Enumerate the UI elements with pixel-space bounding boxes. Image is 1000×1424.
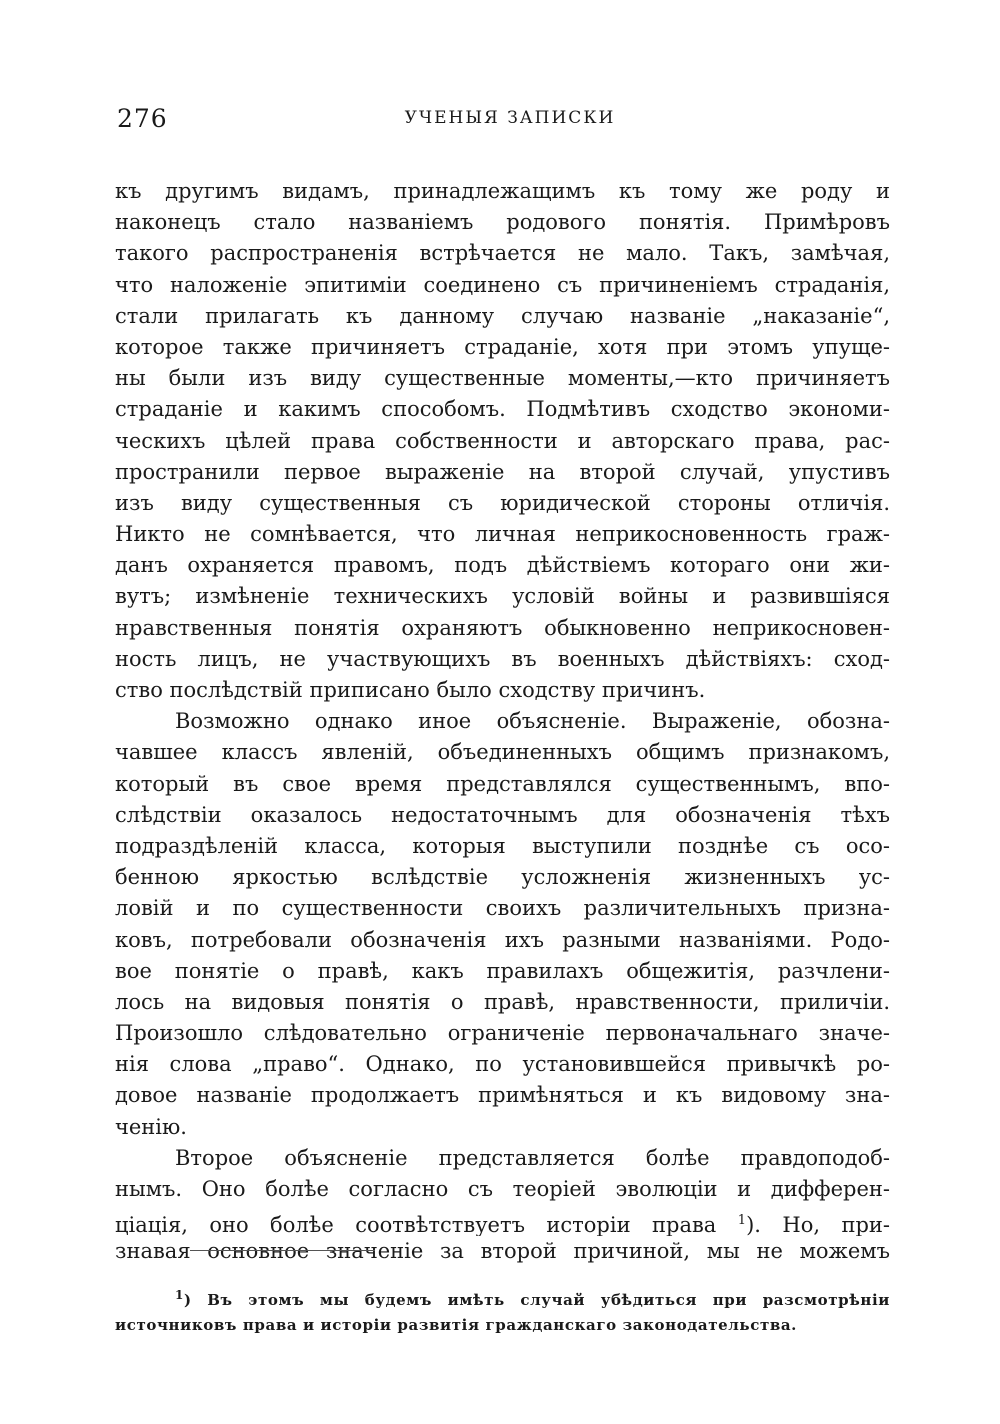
text-line: чавшее классъ явленій, объединенныхъ общимъ признакомъ, (115, 740, 890, 765)
text-line: лось на видовыя понятія о правѣ, нравственности, приличіи. (115, 989, 890, 1014)
footnote-reference[interactable]: 1 (737, 1213, 747, 1229)
text-line: пространили первое выраженіе на второй случай, упустивъ (115, 459, 890, 484)
text-line: довое названіе продолжаетъ примѣняться и къ видовому зна- (115, 1083, 890, 1108)
body-text (115, 176, 890, 1268)
text-line: Второе объясненіе представляется болѣе правдоподоб- (175, 1145, 890, 1170)
text-line: которое также причиняетъ страданіе, хотя при этомъ упуще- (115, 334, 890, 359)
footnote-divider (190, 1250, 375, 1251)
text-line: нравственныя понятія охраняютъ обыкновенно неприкосновен- (115, 615, 890, 640)
text-line: ны были изъ виду существенные моменты,—кто причиняетъ (115, 366, 890, 391)
text-segment: ). Но, при- (746, 1213, 890, 1237)
text-line: ство послѣдствій приписано было сходству причинъ. (115, 678, 706, 702)
text-line: нымъ. Оно болѣе согласно съ теоріей эволюціи и дифферен- (115, 1177, 890, 1201)
text-line: ченію. (115, 1114, 187, 1139)
text-line: Возможно однако иное объясненіе. Выраженіе, обозна- (175, 709, 890, 734)
running-head (0, 108, 1000, 128)
text-line: страданіе и какимъ способомъ. Подмѣтивъ сходство экономи- (115, 397, 890, 422)
footnote-mark: 1 (175, 1288, 184, 1302)
text-line: нія слова „право“. Однако, по установившейся привычкѣ ро- (115, 1052, 890, 1077)
text-segment: ціація, оно болѣе соотвѣтствуетъ исторіи права (115, 1213, 717, 1237)
paragraph-3 (115, 1143, 890, 1268)
text-line: Произошло слѣдовательно ограниченіе первоначальнаго значе- (115, 1021, 890, 1046)
text-line: Никто не сомнѣвается, что личная неприкосновенность граж- (115, 522, 890, 547)
text-line: слѣдствіи оказалось недостаточнымъ для обозначенія тѣхъ (115, 802, 890, 827)
text-line: изъ виду существенныя съ юридической стороны отличія. (115, 490, 890, 515)
footnote (115, 1280, 890, 1340)
text-line: ность лицъ, не участвующихъ въ военныхъ дѣйствіяхъ: сход- (115, 646, 890, 671)
footnote-text: ) Въ этомъ мы будемъ имѣть случай убѣдиться при разсмотрѣніи (183, 1291, 890, 1309)
text-line: бенною яркостью вслѣдствіе усложненія жизненныхъ ус- (115, 865, 890, 890)
text-line: подраздѣленій класса, которыя выступили позднѣе съ осо- (115, 833, 890, 858)
text-line: ческихъ цѣлей права собственности и авторскаго права, рас- (115, 428, 890, 453)
text-line: наконецъ стало названіемъ родового понятія. Примѣровъ (115, 210, 890, 235)
text-line: къ другимъ видамъ, принадлежащимъ къ тому же роду и (115, 179, 890, 203)
text-line: ковъ, потребовали обозначенія ихъ разными названіями. Родо- (115, 927, 890, 952)
text-line: вое понятіе о правѣ, какъ правилахъ общежитія, разчлени- (115, 958, 890, 983)
text-line: стали прилагать къ данному случаю названіе „наказаніе“, (115, 303, 890, 328)
text-line: такого распространенія встрѣчается не мало. Такъ, замѣчая, (115, 241, 890, 266)
paragraph-2 (115, 706, 890, 1143)
text-line: данъ охраняется правомъ, подъ дѣйствіемъ котораго они жи- (115, 553, 890, 578)
text-line: вутъ; измѣненіе техническихъ условій войны и развившіяся (115, 584, 890, 609)
running-head-text: УЧЕНЫЯ ЗАПИСКИ (404, 108, 616, 128)
text-line: что наложеніе эпитиміи соединено съ причиненіемъ страданія, (115, 272, 890, 297)
text-line: ловій и по существенности своихъ различительныхъ призна- (115, 896, 890, 921)
paragraph-1 (115, 176, 890, 706)
footnote-line (115, 1280, 890, 1310)
page-number: 276 (117, 104, 168, 133)
text-line: который въ свое время представлялся существеннымъ, впо- (115, 771, 890, 796)
text-line (115, 1205, 890, 1236)
footnote-line: источниковъ права и исторіи развитія гражданскаго законодательства. (115, 1316, 798, 1334)
text-line: знавая основное значеніе за второй причиной, мы не можемъ (115, 1239, 890, 1264)
